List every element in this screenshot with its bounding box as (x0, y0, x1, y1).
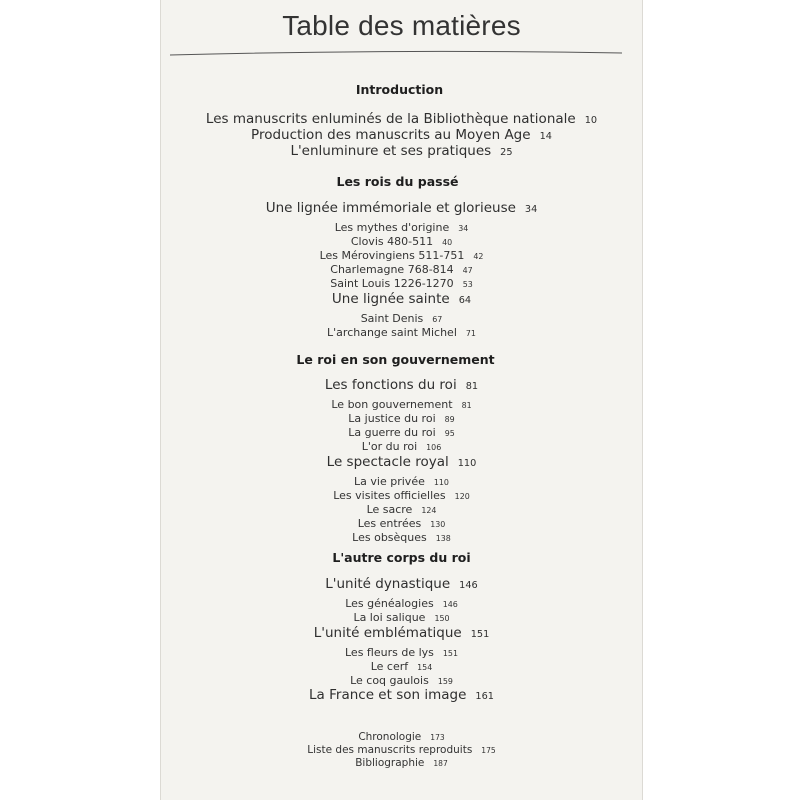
toc-entry-page-number: 10 (584, 115, 598, 126)
toc-subentry-label: Clovis 480-511 (350, 235, 434, 248)
section-heading (156, 174, 639, 189)
toc-subentry-label: Le coq gaulois (350, 674, 429, 687)
toc-subentry-label: Les entrées (357, 517, 422, 530)
toc-subentry-page-number: 42 (473, 252, 484, 261)
toc-subentry-page-number: 53 (462, 280, 473, 289)
toc-subentry-page-number: 110 (433, 478, 449, 487)
appendix-entry (160, 757, 643, 769)
toc-subentry-page-number: 120 (454, 492, 470, 501)
toc-subentry (160, 660, 643, 673)
toc-subentry (160, 611, 643, 624)
section-heading (154, 352, 637, 367)
toc-entry (160, 377, 643, 393)
toc-subentry-label: L'or du roi (361, 440, 418, 453)
toc-subentry-label: La guerre du roi (348, 426, 436, 439)
toc-subentry-page-number: 106 (426, 443, 442, 452)
section-heading-label: Introduction (355, 82, 444, 97)
toc-subentry (160, 646, 643, 659)
toc-subentry-label: La justice du roi (348, 412, 436, 425)
appendix-entry-label: Bibliographie (355, 757, 425, 769)
toc-subentry (160, 489, 643, 502)
toc-entry-page-number: 25 (500, 147, 513, 158)
toc-subentry (160, 426, 643, 439)
toc-subentry-label: La loi salique (353, 611, 426, 624)
toc-subentry (160, 312, 643, 325)
toc-subentry-page-number: 151 (442, 649, 458, 658)
toc-entry (160, 687, 643, 703)
toc-subentry (160, 235, 643, 248)
toc-subentry-label: Les généalogies (345, 597, 434, 610)
toc-subentry-label: La vie privée (354, 475, 425, 488)
toc-entry-page-number: 110 (457, 458, 477, 469)
toc-subentry-page-number: 150 (434, 614, 450, 623)
toc-entry-label: L'unité emblématique (313, 625, 462, 641)
toc-subentry-label: Les Mérovingiens 511-751 (319, 249, 465, 262)
toc-subentry (160, 326, 643, 339)
toc-entry (160, 127, 643, 143)
toc-subentry-label: Les fleurs de lys (345, 646, 434, 659)
toc-entry-page-number: 34 (524, 204, 538, 215)
appendix-entry-label: Chronologie (358, 731, 422, 743)
toc-subentry (160, 597, 643, 610)
toc-subentry-page-number: 40 (442, 238, 453, 247)
toc-subentry-page-number: 138 (435, 534, 451, 543)
toc-subentry (160, 531, 643, 544)
toc-subentry-label: Les mythes d'origine (334, 221, 450, 234)
section-heading-label: Le roi en son gouvernement (296, 352, 495, 367)
toc-subentry (160, 277, 643, 290)
appendix-entry-label: Liste des manuscrits reproduits (307, 744, 473, 756)
toc-subentry-label: L'archange saint Michel (327, 326, 457, 339)
section-heading (158, 82, 641, 97)
toc-subentry-page-number: 124 (421, 506, 437, 515)
toc-entry-page-number: 146 (459, 580, 478, 591)
toc-entry (160, 143, 643, 159)
table-of-contents (160, 0, 643, 800)
appendix-entry (160, 744, 643, 756)
toc-entry-page-number: 64 (458, 295, 472, 306)
page-title: Table des matières (282, 10, 521, 41)
toc-entry (160, 111, 643, 127)
toc-subentry (160, 221, 643, 234)
toc-subentry-label: Charlemagne 768-814 (330, 263, 454, 276)
toc-subentry (160, 503, 643, 516)
toc-subentry-label: Le cerf (370, 660, 409, 673)
toc-entry (160, 454, 643, 470)
toc-entry (160, 200, 643, 216)
book-page (160, 0, 643, 800)
toc-entry-label: La France et son image (309, 687, 467, 703)
toc-subentry-page-number: 71 (465, 329, 476, 338)
toc-entry (160, 576, 643, 592)
section-heading-label: L'autre corps du roi (332, 550, 471, 565)
toc-subentry-label: Le sacre (366, 503, 413, 516)
toc-subentry-page-number: 159 (437, 677, 453, 686)
toc-subentry-page-number: 34 (458, 224, 469, 233)
toc-entry-label: L'unité dynastique (325, 576, 451, 592)
toc-entry (160, 625, 643, 641)
toc-subentry (160, 517, 643, 530)
toc-subentry (160, 249, 643, 262)
toc-subentry-page-number: 47 (462, 266, 473, 275)
toc-entry-page-number: 161 (475, 691, 494, 702)
section-heading-label: Les rois du passé (336, 174, 459, 189)
toc-entry-label: Le spectacle royal (326, 454, 449, 470)
toc-subentry-label: Saint Louis 1226-1270 (330, 277, 454, 290)
toc-entry-page-number: 151 (470, 629, 490, 640)
toc-subentry-label: Les obsèques (352, 531, 427, 544)
toc-subentry-page-number: 81 (461, 401, 472, 410)
toc-subentry-label: Le bon gouvernement (331, 398, 453, 411)
toc-subentry-label: Saint Denis (360, 312, 424, 325)
section-heading (160, 550, 643, 565)
appendix-entry (160, 731, 643, 743)
toc-entry-page-number: 14 (539, 131, 552, 142)
toc-subentry (160, 398, 643, 411)
toc-entry-label: Une lignée sainte (331, 291, 450, 307)
toc-entry-label: Une lignée immémoriale et glorieuse (265, 200, 516, 216)
toc-subentry (160, 263, 643, 276)
toc-subentry-page-number: 89 (444, 415, 455, 424)
toc-subentry-page-number: 130 (430, 520, 446, 529)
toc-subentry-page-number: 67 (432, 315, 443, 324)
toc-entry (160, 291, 643, 307)
toc-subentry-page-number: 95 (444, 429, 455, 438)
toc-subentry (160, 440, 643, 453)
appendix-entry-page-number: 173 (430, 733, 445, 742)
toc-entry-label: L'enluminure et ses pratiques (290, 143, 492, 159)
toc-subentry (160, 412, 643, 425)
toc-subentry (160, 674, 643, 687)
toc-entry-page-number: 81 (465, 381, 479, 392)
toc-subentry-page-number: 146 (442, 600, 458, 609)
toc-subentry-label: Les visites officielles (333, 489, 446, 502)
toc-entry-label: Production des manuscrits au Moyen Age (251, 127, 531, 143)
toc-subentry-page-number: 154 (417, 663, 433, 672)
toc-entry-label: Les fonctions du roi (324, 377, 457, 393)
toc-entry-label: Les manuscrits enluminés de la Bibliothèque nationale (205, 111, 576, 127)
appendix-entry-page-number: 175 (481, 746, 496, 755)
appendix-entry-page-number: 187 (433, 759, 448, 768)
toc-subentry (160, 475, 643, 488)
